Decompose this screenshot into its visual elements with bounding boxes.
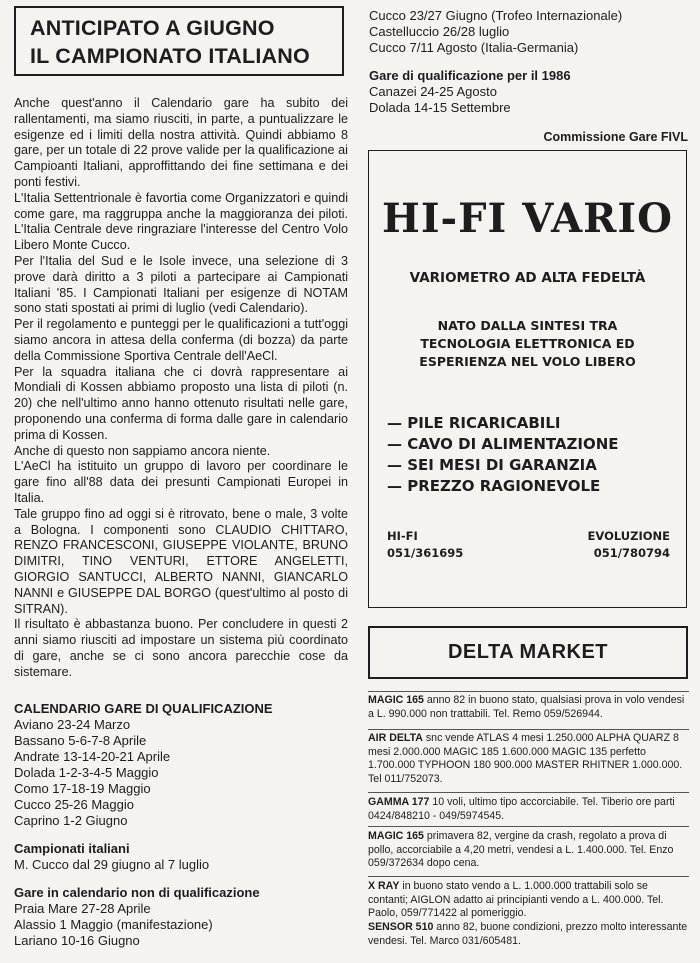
divider [368,876,689,877]
event-item: Praia Mare 27-28 Aprile [14,901,151,916]
ad-lead: MAGIC 165 [368,694,424,706]
ad-lead: X RAY [368,880,400,892]
calendar-heading: CALENDARIO GARE DI QUALIFICAZIONE [14,701,273,716]
classified-ad [368,830,689,871]
paragraph: Il risultato è abbastanza buono. Per concludere in questi 2 anni siamo riusciti ad impostare un sistema più coordinato di gare, anche se ci sono ancora parecchie cose da sistemare. [14,617,348,679]
event-item: Alassio 1 Maggio (manifestazione) [14,917,213,932]
paragraph: L'AeCl ha istituito un gruppo di lavoro per coordinare le gare fino all'88 data dei presunti Campionati Europei in Italia. [14,459,348,505]
article-title-line-2: IL CAMPIONATO ITALIANO [30,44,310,68]
ad-description-line: NATO DALLA SINTESI TRA [437,318,618,333]
paragraph: Anche di questo non sappiamo ancora niente. [14,443,271,458]
hifi-vario-advertisement [368,150,687,608]
ad-description [369,317,686,371]
event-item: Canazei 24-25 Agosto [369,84,497,99]
calendar-item: Andrate 13-14-20-21 Aprile [14,749,171,764]
ad-text: anno 82 in buono stato, qualsiasi prova in volo vendesi a L. 990.000 non trattabili. Tel. Remo 059/526944. [368,694,685,720]
championship-item: M. Cucco dal 29 giugno al 7 luglio [14,857,210,872]
ad-text: snc vende ATLAS 4 mesi 1.250.000 ALPHA QUARZ 8 mesi 2.000.000 MAGIC 185 1.600.000 MAGIC 135 perfetto 1.700.000 TYPHOON 180 900.000 MASTER RHITNER 1.000.000. Tel 011/752073. [368,732,683,785]
paragraph: Per l'Italia del Sud e le Isole invece, una selezione di 3 prove darà diritto a 3 piloti a partecipare ai Campionati Italiani '85. I Campionati Italiani per esigenze di NOTAM sono stati spostati ai primi di luglio (vedi Calendario). [14,253,348,316]
paragraph: Tale gruppo fino ad oggi si è ritrovato, bene o male, 3 volte a Bologna. I componenti sono CLAUDIO CHITTARO, RENZO FRANCESCONI, GIUSEPPE VIOLANTE, BRUNO DIMITRI, TINO VENTURI, ETTORE ANGELETTI, GIORGIO SANTUCCI, ALBERTO NANNI, GIANCARLO NANNI e GIUSEPPE DAL BORGO (quest'ultimo al posto di SITRAN). [14,506,348,616]
qualification-calendar [14,701,348,829]
calendar-item: Caprino 1-2 Giugno [14,813,128,828]
ad-feature: — PREZZO RAGIONEVOLE [387,477,601,495]
ad-title: HI-FI VARIO [382,195,673,242]
divider [368,691,689,692]
ad-description-line: ESPERIENZA NEL VOLO LIBERO [419,354,636,369]
ad-feature: — SEI MESI DI GARANZIA [387,456,597,474]
paragraph: Per il regolamento e punteggi per le qualificazioni a tutt'oggi siamo ancora in attesa della conferma (di bozza) da parte della Commissione Sportiva Centrale dell'AeCl. [14,317,348,363]
event-item: Dolada 14-15 Settembre [369,100,511,115]
commission-signature: Commissione Gare FIVL [543,130,688,144]
calendar-item: Dolada 1-2-3-4-5 Maggio [14,765,159,780]
ad-contact-right-phone: 051/780794 [593,546,670,560]
ad-contact-left-phone: 051/361695 [387,546,464,560]
article-title-box [14,6,344,76]
ad-text: anno 82, buone condizioni, prezzo molto interessante vendesi. Tel. Marco 031/605481. [368,921,688,947]
event-item: Cucco 7/11 Agosto (Italia-Germania) [369,40,579,55]
paragraph: L'Italia Settentrionale è favortia come Organizzatori e quindi come gare, ma raggruppa anche la maggioranza dei piloti. L'Italia Centrale deve ringraziare l'interesse del Centro Volo Libero Monte Cucco. [14,190,348,253]
paragraph: Per la squadra italiana che ci dovrà rappresentare ai Mondiali di Kossen abbiamo proposto una lista di piloti (n. 20) che nell'ultimo anno hanno ottenuto risultati nelle gare, proponendo una conferma di forma dalle gare in calendario prima di Kossen. [14,364,348,442]
ad-text: in buono stato vendo a L. 1.000.000 trattabili solo se contanti; AIGLON adatto ai principianti vendo a L. 400.000. Tel. Paolo, 059/771422 al pomeriggio. [368,880,664,920]
classified-ad [368,880,689,921]
ad-subtitle: VARIOMETRO AD ALTA FEDELTÀ [409,270,646,286]
ad-contact-right-name: EVOLUZIONE [587,529,670,543]
calendar-item: Como 17-18-19 Maggio [14,781,151,796]
ad-text: 10 voli, ultimo tipo accorciabile. Tel. Tiberio ore parti 0424/848210 - 049/5974545. [368,796,675,822]
non-qualification-events [14,885,348,949]
classified-ad [368,732,689,786]
divider [368,826,689,827]
other-events [369,8,689,56]
calendar-item: Cucco 25-26 Maggio [14,797,134,812]
ad-feature: — CAVO DI ALIMENTAZIONE [387,435,619,453]
ad-text: primavera 82, vergine da crash, regolato a prova di pollo, accorciabile a 4,20 metri, vendesi a L. 1.400.000. Tel. Enzo 059/372634 dopo cena. [368,830,674,870]
ad-lead: SENSOR 510 [368,921,434,933]
championship-heading: Campionati italiani [14,841,130,856]
italian-championship [14,841,348,873]
article-body [14,96,348,680]
event-item: Castelluccio 26/28 luglio [369,24,510,39]
classified-ad [368,694,689,721]
delta-market-title: DELTA MARKET [368,626,688,679]
qualification-1986 [369,68,689,116]
ad-lead: MAGIC 165 [368,830,424,842]
ad-features [387,413,619,497]
calendar-item: Aviano 23-24 Marzo [14,717,131,732]
ad-feature: — PILE RICARICABILI [387,414,561,432]
classified-ad [368,921,689,948]
paragraph: Anche quest'anno il Calendario gare ha subito dei rallentamenti, ma siamo riusciti, in parte, a puntualizzare le esigenze ed i limiti della nostra attività. Quindi abbiamo 8 gare, per un totale di 22 prove valide per la qualificazione ai Campioanti Italiani, approffittando dei fine settimana e dei ponti festivi. [14,96,348,189]
event-item: Lariano 10-16 Giugno [14,933,140,948]
ad-lead: AIR DELTA [368,732,423,744]
classified-ad [368,796,689,823]
non-qualification-heading: Gare in calendario non di qualificazione [14,885,260,900]
ad-contact-left-name: HI-FI [387,529,418,543]
ad-description-line: TECNOLOGIA ELETTRONICA ED [420,336,635,351]
ad-lead: GAMMA 177 [368,796,430,808]
event-item: Cucco 23/27 Giugno (Trofeo Internazionale) [369,8,623,23]
qualification-1986-heading: Gare di qualificazione per il 1986 [369,68,571,83]
calendar-item: Bassano 5-6-7-8 Aprile [14,733,147,748]
divider [368,729,689,730]
article-title-line-1: ANTICIPATO A GIUGNO [30,16,275,40]
divider [368,792,689,793]
